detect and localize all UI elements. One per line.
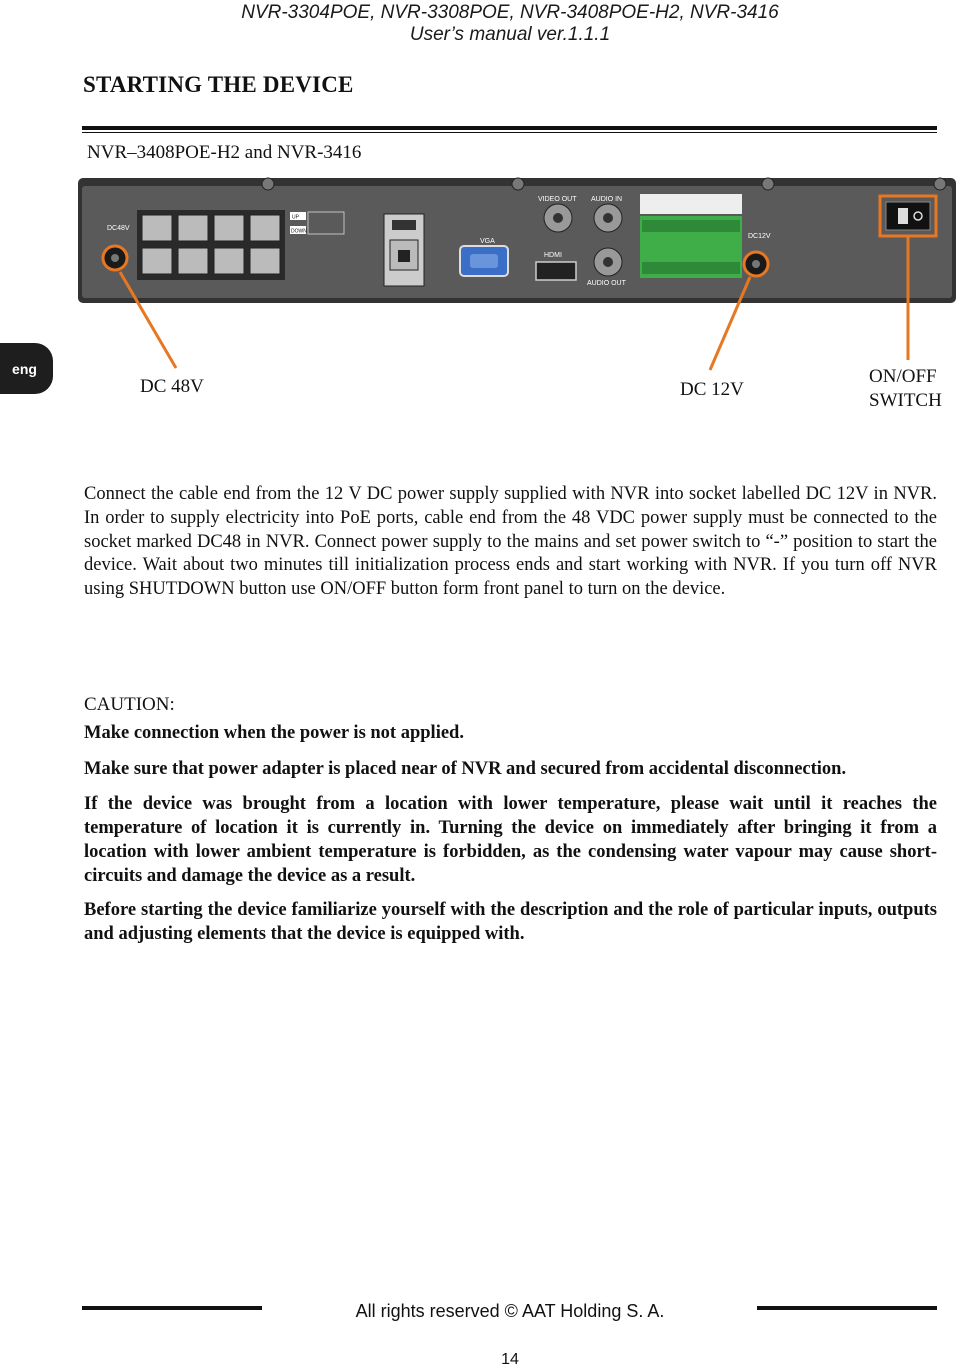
title-rule-thick: [82, 126, 937, 130]
rj45-port: [214, 248, 244, 274]
title-rule-thin: [82, 132, 937, 133]
caution-heading: CAUTION:: [84, 694, 175, 715]
alarm-terminal-block: [640, 194, 742, 278]
screw-icon: [934, 178, 946, 190]
caution-item-3: If the device was brought from a location with lower temperature, please wait until it reaches the temperature of location it is currently in. Turning the device on immediately after bringing it from a location with lower ambient temperature is forbidden, as the condensing water vapour may cause short-circuits and damage the device as a result.: [84, 794, 937, 886]
vga-label: VGA: [480, 238, 495, 245]
rj45-port: [142, 248, 172, 274]
up-label: UP: [292, 214, 299, 221]
rj45-port: [178, 248, 208, 274]
video-out-label: VIDEO OUT: [538, 196, 577, 203]
hdmi-port: [536, 262, 576, 280]
section-title: STARTING THE DEVICE: [83, 72, 354, 97]
hdmi-label: HDMI: [544, 252, 562, 259]
page-number: 14: [501, 1351, 519, 1368]
intro-paragraph: Connect the cable end from the 12 V DC power supply supplied with NVR into socket labelled DC 12V in NVR. In order to supply electricity into PoE ports, cable end from the 48 VDC power supply must be connected to the socket marked DC48 in NVR. Connect power supply to the mains and set power switch to “-” position to start the device. Wait about two minutes till initialization process ends and start working with NVR. If you turn off NVR using SHUTDOWN button use ON/OFF button form front panel to turn on the device.: [84, 484, 937, 600]
switch-callout-label-1: ON/OFF: [869, 366, 937, 387]
dc48v-callout-label: DC 48V: [140, 376, 204, 397]
screw-icon: [262, 178, 274, 190]
switch-callout-label-2: SWITCH: [869, 390, 942, 411]
screw-icon: [762, 178, 774, 190]
language-tab: eng: [0, 343, 53, 394]
footer-copyright: All rights reserved © AAT Holding S. A.: [355, 1301, 665, 1321]
dc12v-callout-label: DC 12V: [680, 379, 744, 400]
dc48v-port-label: DC48V: [107, 225, 130, 232]
header-models: NVR-3304POE, NVR-3308POE, NVR-3408POE-H2, NVR-3416: [241, 2, 779, 23]
caution-item-2: Make sure that power adapter is placed near of NVR and secured from accidental disconnection.: [84, 759, 847, 779]
header-manual-version: User’s manual ver.1.1.1: [409, 24, 611, 45]
poe-ports: [137, 210, 285, 280]
down-label: DOWN: [291, 228, 307, 235]
usb-port: [392, 220, 416, 230]
rj45-port: [250, 248, 280, 274]
model-label: NVR–3408POE-H2 and NVR-3416: [87, 142, 362, 163]
screw-icon: [512, 178, 524, 190]
rj45-port: [214, 215, 244, 241]
rj45-port: [250, 215, 280, 241]
audio-in-label: AUDIO IN: [591, 196, 623, 203]
caution-item-4: Before starting the device familiarize yourself with the description and the role of particular inputs, outputs and adjusting elements that the device is equipped with.: [84, 900, 937, 944]
caution-item-1: Make connection when the power is not applied.: [84, 723, 464, 743]
rj45-port: [178, 215, 208, 241]
audio-out-label: AUDIO OUT: [587, 280, 626, 287]
rj45-port: [142, 215, 172, 241]
dc12v-port-label: DC12V: [748, 233, 771, 240]
